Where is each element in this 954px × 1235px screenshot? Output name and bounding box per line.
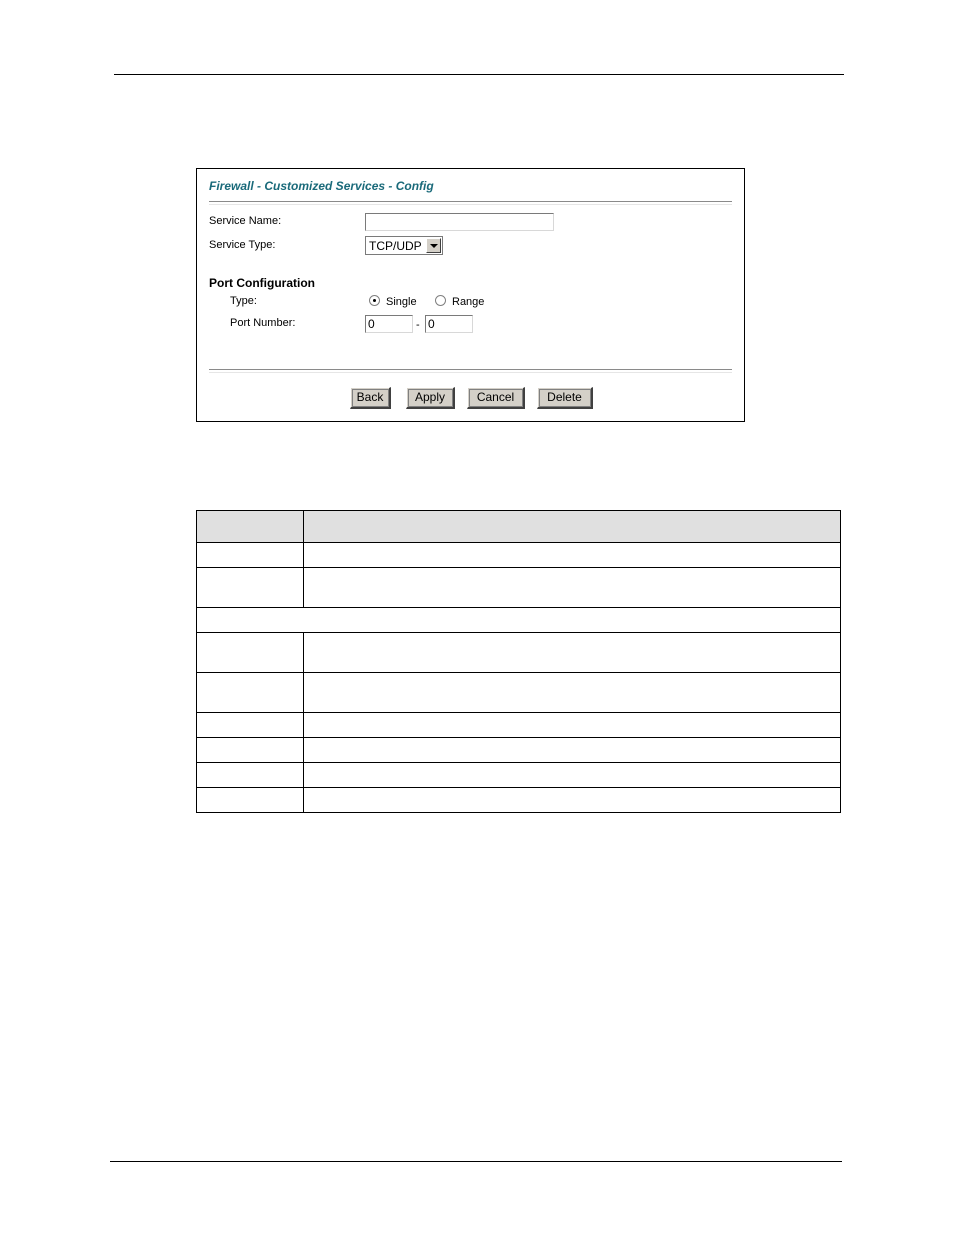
delete-button[interactable]: Delete xyxy=(537,387,593,409)
type-single-label[interactable]: Single xyxy=(386,296,417,308)
field-description-table xyxy=(196,510,841,813)
table-cell xyxy=(197,568,304,608)
service-type-select[interactable] xyxy=(365,236,443,255)
table-cell xyxy=(304,788,841,813)
port-end-input[interactable]: 0 xyxy=(425,315,473,333)
port-start-input[interactable]: 0 xyxy=(365,315,413,333)
table-row xyxy=(197,788,841,813)
table-row xyxy=(197,713,841,738)
chevron-down-icon xyxy=(430,244,438,248)
table-cell xyxy=(197,763,304,788)
table-cell xyxy=(197,543,304,568)
service-name-input[interactable] xyxy=(365,213,554,231)
service-name-label: Service Name: xyxy=(209,215,282,227)
table-row xyxy=(197,543,841,568)
service-type-value: TCP/UDP xyxy=(369,239,422,253)
table-row xyxy=(197,673,841,713)
table-cell xyxy=(197,673,304,713)
dropdown-button[interactable] xyxy=(426,238,441,253)
panel-title: Firewall - Customized Services - Config xyxy=(209,179,434,193)
table-cell xyxy=(197,713,304,738)
table-cell xyxy=(304,568,841,608)
apply-button[interactable]: Apply xyxy=(406,387,455,409)
table-cell xyxy=(197,511,304,543)
table-cell xyxy=(304,543,841,568)
header-rule xyxy=(114,74,844,75)
type-range-label[interactable]: Range xyxy=(452,296,485,308)
table-cell xyxy=(304,738,841,763)
table-row xyxy=(197,763,841,788)
back-button[interactable]: Back xyxy=(350,387,391,409)
table-cell xyxy=(197,633,304,673)
footer-rule xyxy=(110,1161,842,1162)
port-number-label: Port Number: xyxy=(230,317,296,329)
service-type-label: Service Type: xyxy=(209,239,276,251)
type-range-radio[interactable] xyxy=(435,295,446,306)
table-cell xyxy=(197,608,841,633)
cancel-button[interactable]: Cancel xyxy=(467,387,525,409)
table-row xyxy=(197,568,841,608)
table-row xyxy=(197,738,841,763)
table-cell xyxy=(304,763,841,788)
title-divider xyxy=(209,201,732,205)
port-range-separator: - xyxy=(416,319,420,331)
table-cell xyxy=(197,788,304,813)
table-cell xyxy=(197,738,304,763)
table-row xyxy=(197,608,841,633)
port-configuration-heading: Port Configuration xyxy=(209,276,315,290)
table-row xyxy=(197,633,841,673)
customized-services-config-panel xyxy=(196,168,745,422)
table-cell xyxy=(304,713,841,738)
table-cell xyxy=(304,511,841,543)
radio-selected-dot xyxy=(373,299,376,302)
table-cell xyxy=(304,673,841,713)
table-cell xyxy=(304,633,841,673)
table-header-row xyxy=(197,511,841,543)
type-label: Type: xyxy=(230,295,257,307)
type-single-radio[interactable] xyxy=(369,295,380,306)
button-divider xyxy=(209,369,732,373)
